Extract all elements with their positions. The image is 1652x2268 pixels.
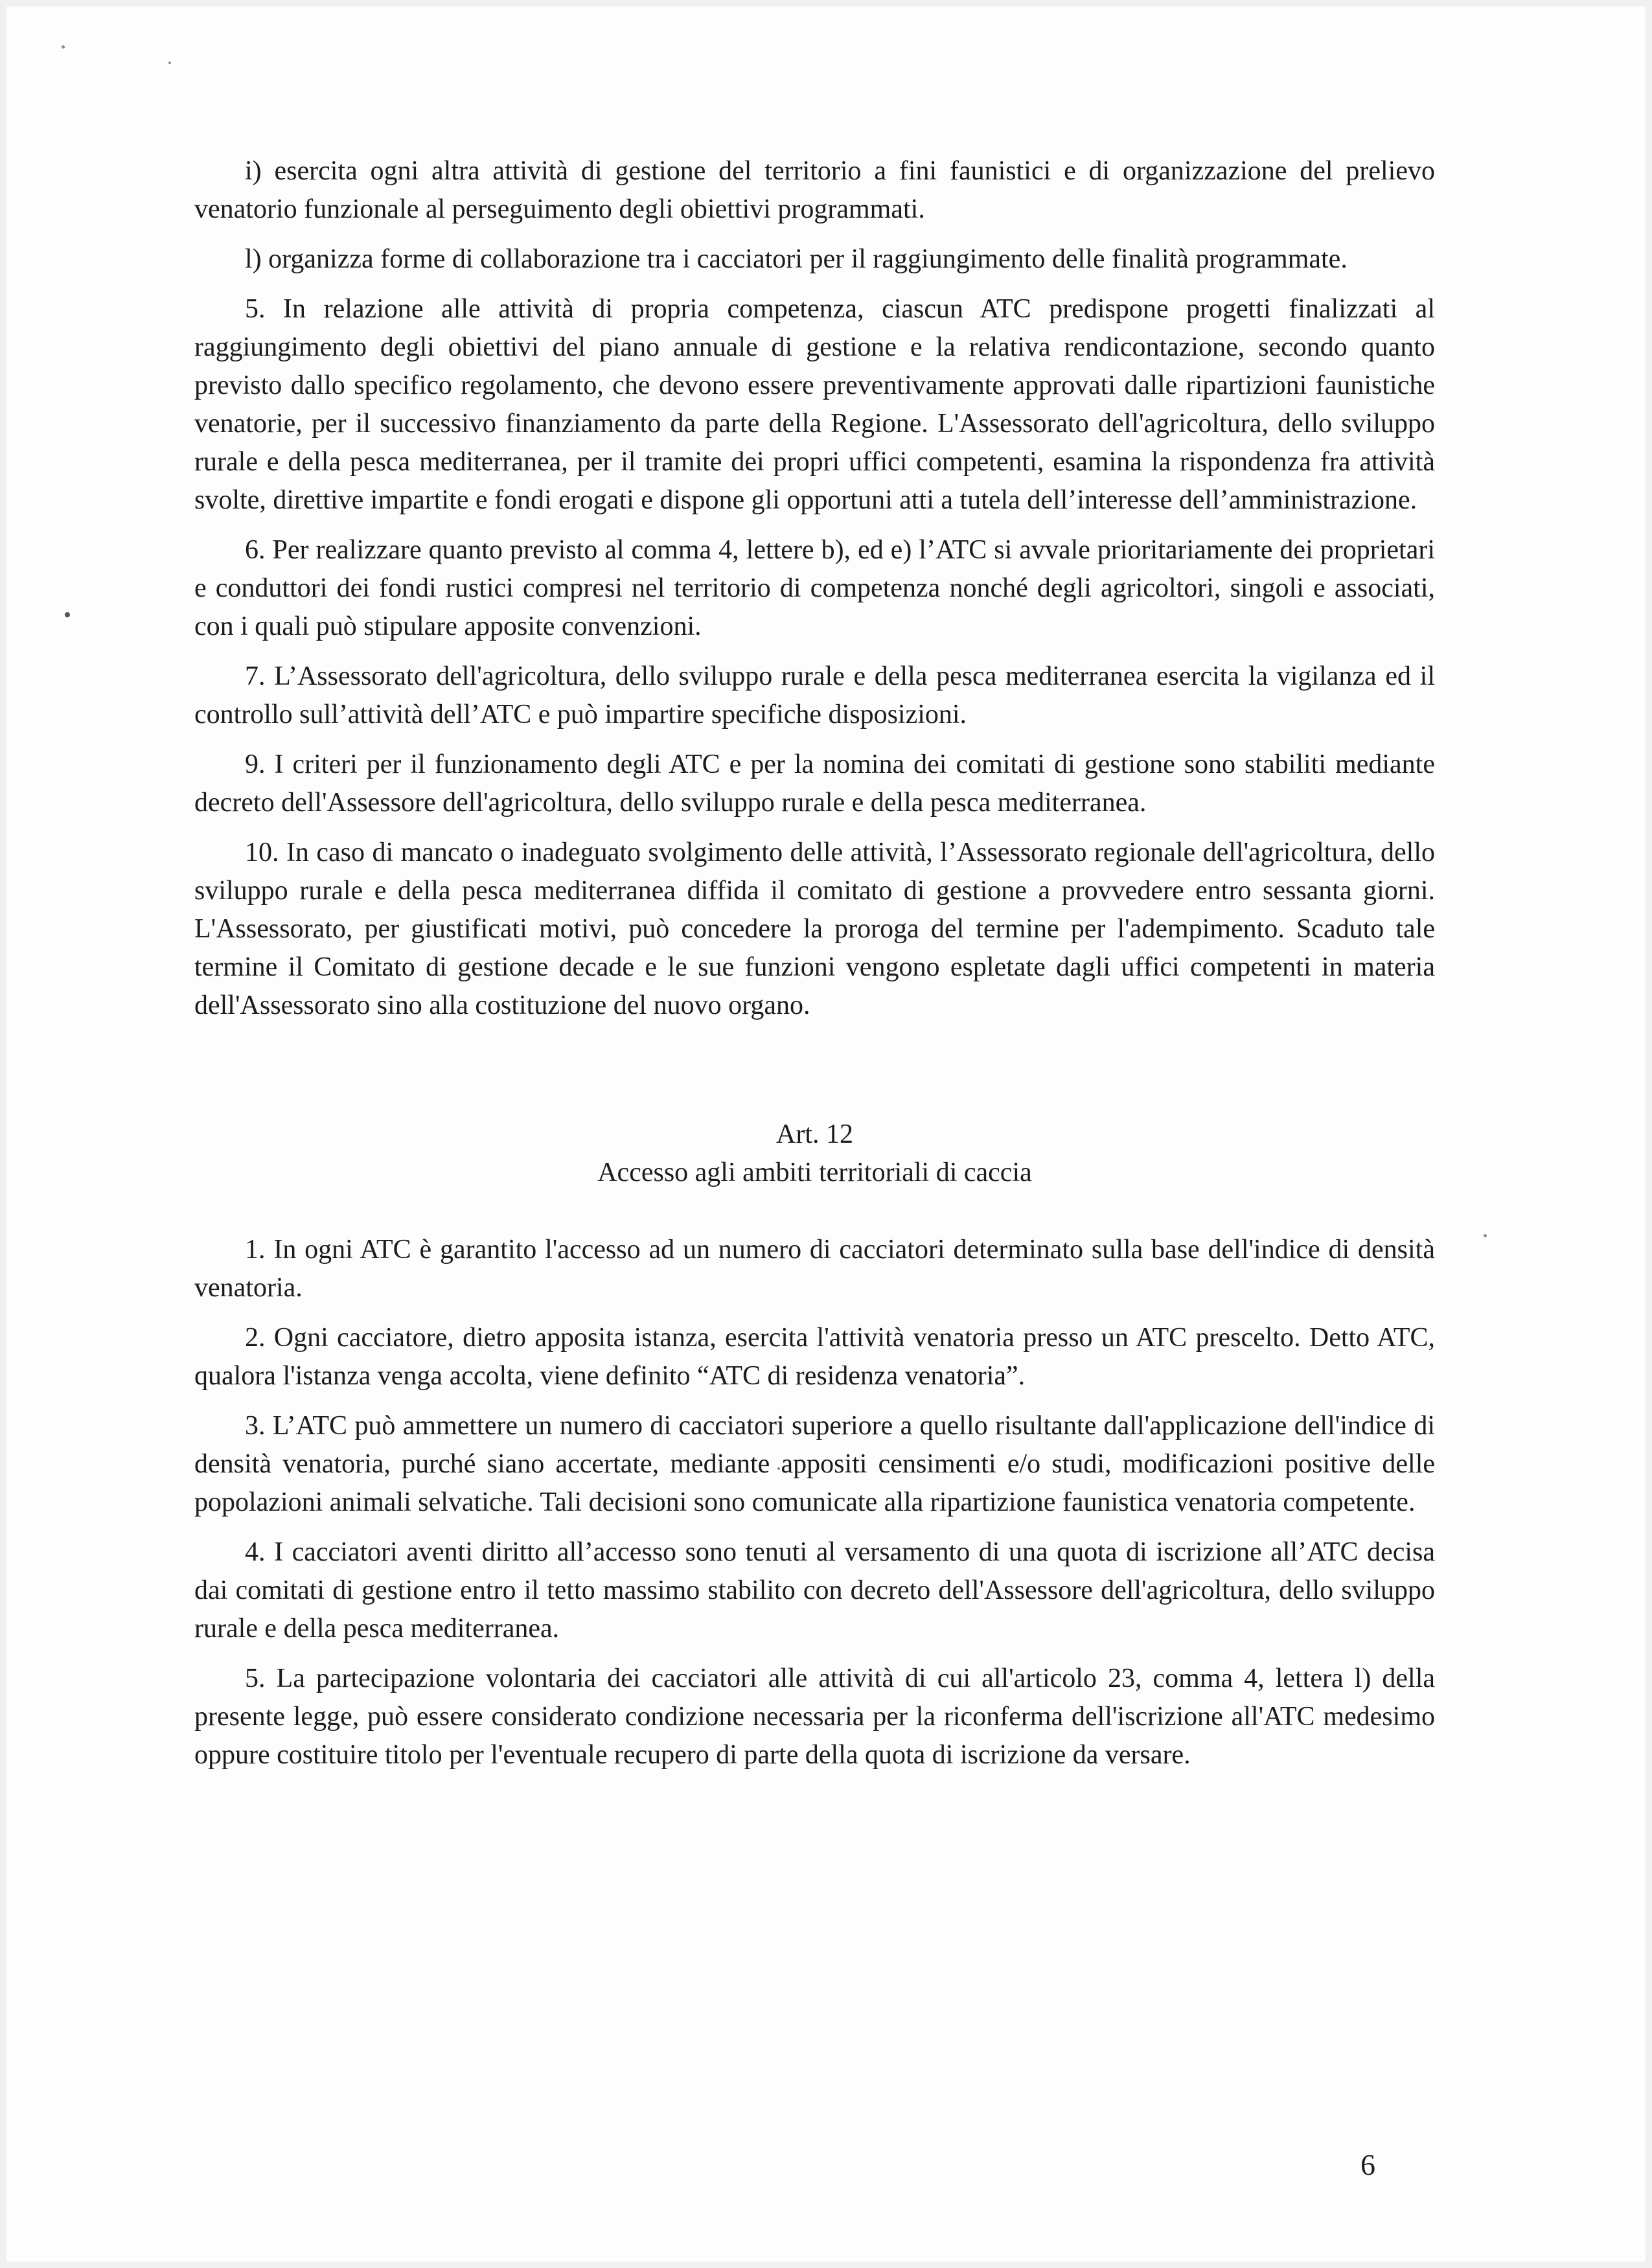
article-paragraph-3: 3. L’ATC può ammettere un numero di cacciatori superiore a quello risultante dall'applicazione dell'indice di densità venatoria, purché siano accertate, mediante appositi censimenti e/o studi, modificazioni positive delle popolazioni animali selvatiche. Tali decisioni sono comunicate alla ripartizione faunistica venatoria competente. [194,1411,1435,1517]
article-heading [194,1116,1435,1192]
paragraph-i: i) esercita ogni altra attività di gestione del territorio a fini faunistici e di organizzazione del prelievo venatorio funzionale al perseguimento degli obiettivi programmati. [194,156,1435,224]
paragraph-l: l) organizza forme di collaborazione tra i cacciatori per il raggiungimento delle finalità programmate. [245,244,1348,274]
scan-speck [1484,1234,1487,1237]
paragraph-6: 6. Per realizzare quanto previsto al comma 4, lettere b), ed e) l’ATC si avvale prioritariamente dei proprietari e conduttori dei fondi rustici compresi nel territorio di competenza nonché degli agricoltori, singoli e associati, con i quali può stipulare apposite convenzioni. [194,535,1435,641]
article-paragraph-4: 4. I cacciatori aventi diritto all’accesso sono tenuti al versamento di una quota di iscrizione all’ATC decisa dai comitati di gestione entro il tetto massimo stabilito con decreto dell'Assessore dell'agricoltura, dello sviluppo rurale e della pesca mediterranea. [194,1537,1435,1644]
article-number: Art. 12 [776,1119,853,1149]
article-paragraph-5: 5. La partecipazione volontaria dei cacciatori alle attività di cui all'articolo 23, comma 4, lettera l) della presente legge, può essere considerato condizione necessaria per la riconferma dell'iscrizione all'ATC medesimo oppure costituire titolo per l'eventuale recupero di parte della quota di iscrizione da versare. [194,1664,1435,1770]
scan-speck [62,45,65,49]
scan-speck [65,612,70,617]
paragraph-7: 7. L’Assessorato dell'agricoltura, dello sviluppo rurale e della pesca mediterranea esercita la vigilanza ed il controllo sull’attività dell’ATC e può impartire specifiche disposizioni. [194,661,1435,729]
page-number: 6 [1360,2148,1375,2181]
paragraph-5: 5. In relazione alle attività di propria competenza, ciascun ATC predispone progetti finalizzati al raggiungimento degli obiettivi del piano annuale di gestione e la relativa rendicontazione, secondo quanto previsto dallo specifico regolamento, che devono essere preventivamente approvati dalle ripartizioni faunistiche venatorie, per il successivo finanziamento da parte della Regione. L'Assessorato dell'agricoltura, dello sviluppo rurale e della pesca mediterranea, per il tramite dei propri uffici competenti, esamina la rispondenza fra attività svolte, direttive impartite e fondi erogati e dispone gli opportuni atti a tutela dell’interesse dell’amministrazione. [194,294,1435,515]
paragraph-10: 10. In caso di mancato o inadeguato svolgimento delle attività, l’Assessorato regionale dell'agricoltura, dello sviluppo rurale e della pesca mediterranea diffida il comitato di gestione a provvedere entro sessanta giorni. L'Assessorato, per giustificati motivi, può concedere la proroga del termine per l'adempimento. Scaduto tale termine il Comitato di gestione decade e le sue funzioni vengono espletate dagli uffici competenti in materia dell'Assessorato sino alla costituzione del nuovo organo. [194,838,1435,1020]
article-paragraph-1: 1. In ogni ATC è garantito l'accesso ad un numero di cacciatori determinato sulla base dell'indice di densità venatoria. [194,1235,1435,1303]
article-title: Accesso agli ambiti territoriali di caccia [597,1158,1032,1187]
paragraph-9: 9. I criteri per il funzionamento degli ATC e per la nomina dei comitati di gestione sono stabiliti mediante decreto dell'Assessore dell'agricoltura, dello sviluppo rurale e della pesca mediterranea. [194,750,1435,818]
article-paragraph-2: 2. Ogni cacciatore, dietro apposita istanza, esercita l'attività venatoria presso un ATC prescelto. Detto ATC, qualora l'istanza venga accolta, viene definito “ATC di residenza venatoria”. [194,1323,1435,1391]
scan-speck [168,62,171,64]
document-body [194,152,1435,1786]
